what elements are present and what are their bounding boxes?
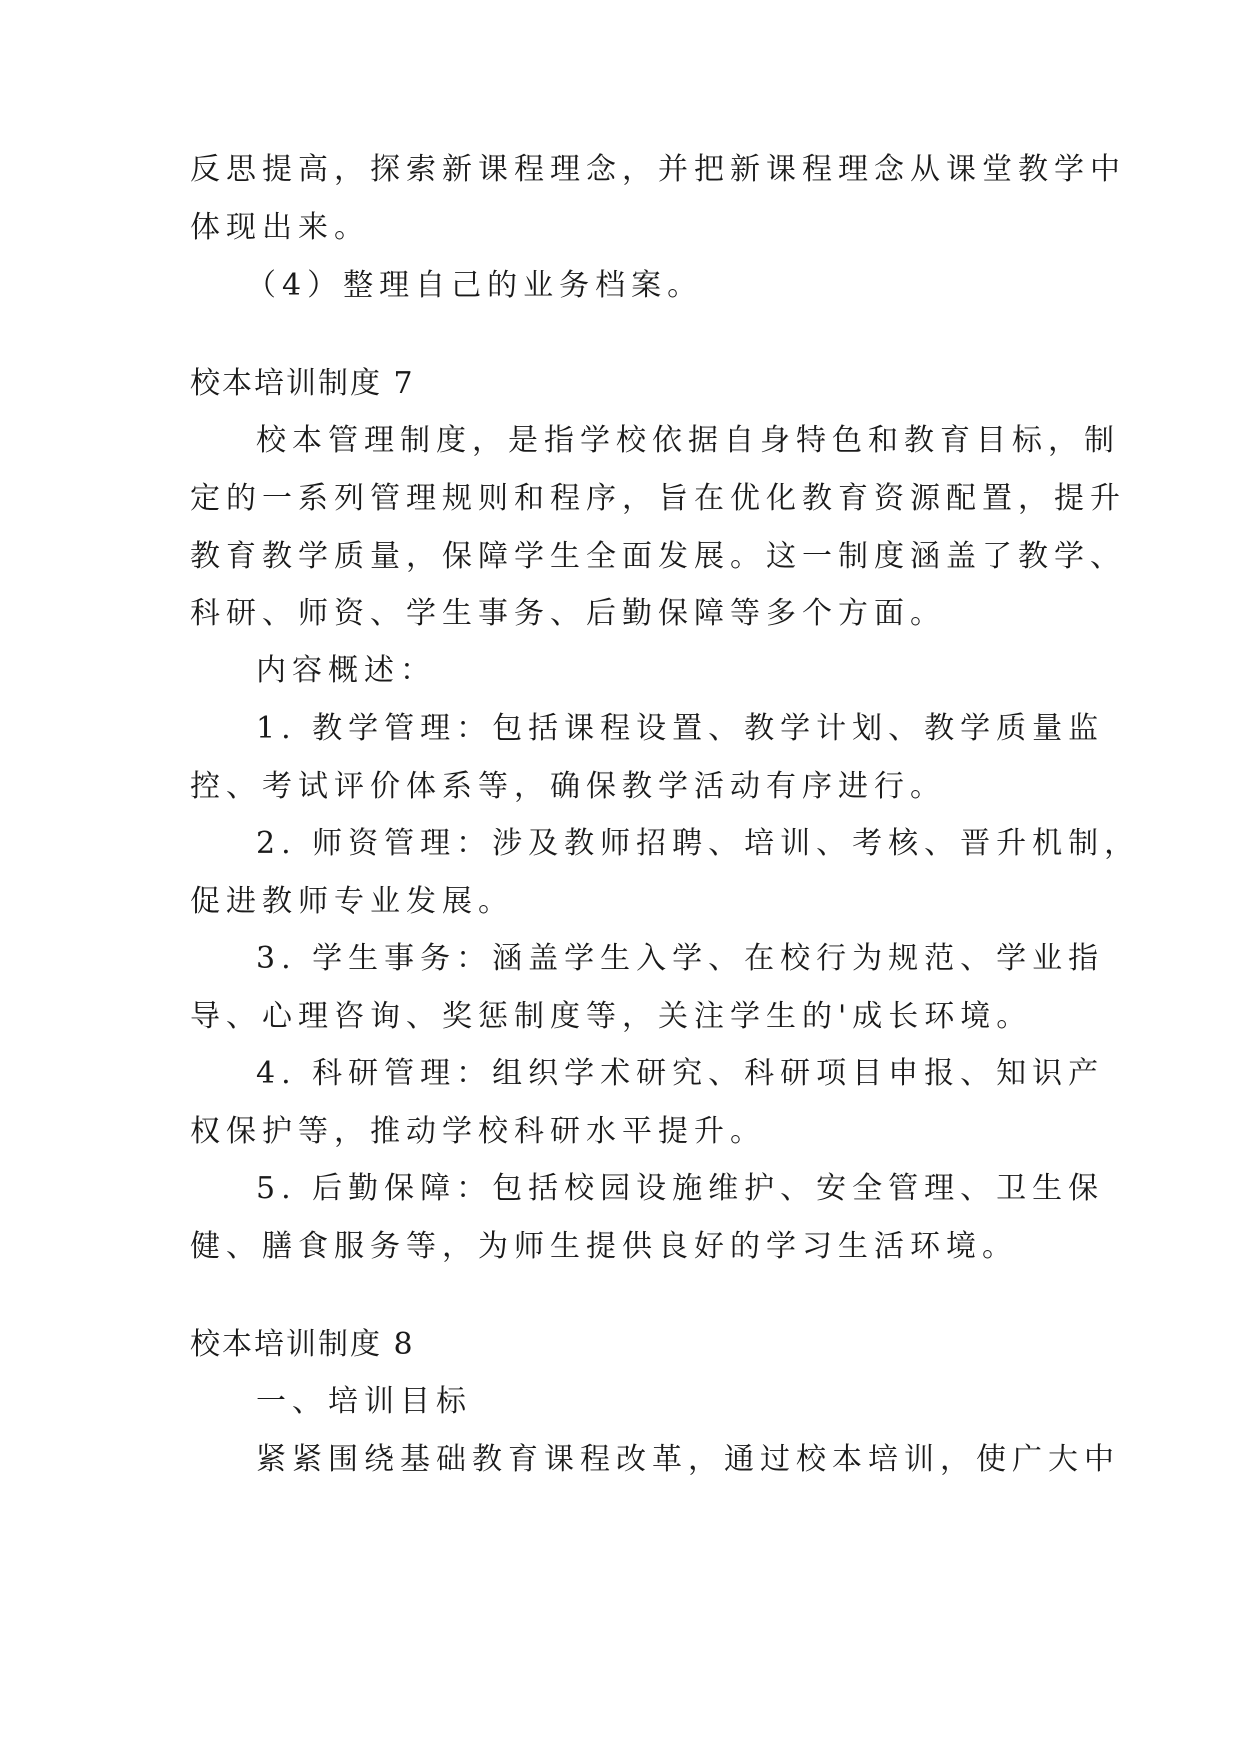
paragraph-line: 体现出来。 <box>190 210 370 245</box>
list-item-continuation: 控、考试评价体系等，确保教学活动有序进行。 <box>190 769 946 804</box>
list-item: 4. 科研管理：组织学术研究、科研项目申报、知识产 <box>256 1056 1105 1091</box>
subheading: 内容概述： <box>256 653 436 688</box>
list-item: （4）整理自己的业务档案。 <box>246 268 704 303</box>
list-item: 5. 后勤保障：包括校园设施维护、安全管理、卫生保 <box>256 1171 1105 1206</box>
list-item-continuation: 导、心理咨询、奖惩制度等，关注学生的'成长环境。 <box>190 999 1033 1034</box>
subheading: 一、培训目标 <box>256 1384 472 1419</box>
section-heading: 校本培训制度 7 <box>190 366 415 401</box>
paragraph-line: 校本管理制度，是指学校依据自身特色和教育目标，制 <box>256 423 1120 458</box>
list-item: 2. 师资管理：涉及教师招聘、培训、考核、晋升机制， <box>256 826 1141 861</box>
list-item: 3. 学生事务：涵盖学生入学、在校行为规范、学业指 <box>256 941 1105 976</box>
paragraph-line: 定的一系列管理规则和程序，旨在优化教育资源配置，提升 <box>190 481 1126 516</box>
list-item-continuation: 权保护等，推动学校科研水平提升。 <box>190 1114 766 1149</box>
list-item: 1. 教学管理：包括课程设置、教学计划、教学质量监 <box>256 711 1105 746</box>
section-heading: 校本培训制度 8 <box>190 1327 415 1362</box>
paragraph-line: 科研、师资、学生事务、后勤保障等多个方面。 <box>190 596 946 631</box>
paragraph-line: 教育教学质量，保障学生全面发展。这一制度涵盖了教学、 <box>190 539 1126 574</box>
paragraph-line: 反思提高，探索新课程理念，并把新课程理念从课堂教学中 <box>190 152 1126 187</box>
paragraph-line: 紧紧围绕基础教育课程改革，通过校本培训，使广大中 <box>256 1442 1120 1477</box>
list-item-continuation: 促进教师专业发展。 <box>190 884 514 919</box>
list-item-continuation: 健、膳食服务等，为师生提供良好的学习生活环境。 <box>190 1229 1018 1264</box>
